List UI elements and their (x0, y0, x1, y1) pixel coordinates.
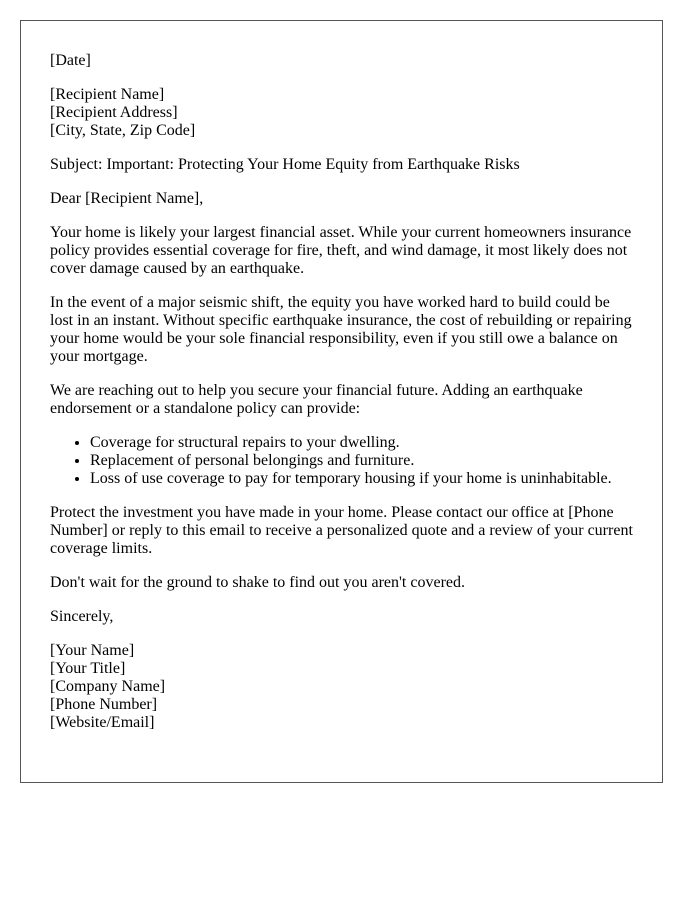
sender-block (50, 642, 633, 732)
recipient-address: [Recipient Address] (50, 104, 178, 121)
subject-line: Subject: Important: Protecting Your Home Equity from Earthquake Risks (50, 156, 520, 173)
sender-website-email: [Website/Email] (50, 714, 155, 731)
letter (20, 20, 663, 783)
body-paragraph: We are reaching out to help you secure your financial future. Adding an earthquake endorsement or a standalone policy can provide: (50, 382, 583, 417)
list-item: • Coverage for structural repairs to your dwelling. (90, 434, 633, 452)
salutation: Dear [Recipient Name], (50, 190, 204, 207)
recipient-block (50, 86, 633, 140)
list-item: • Replacement of personal belongings and furniture. (90, 452, 633, 470)
recipient-name: [Recipient Name] (50, 86, 165, 103)
sender-title: [Your Title] (50, 660, 126, 677)
body-paragraph: Protect the investment you have made in your home. Please contact our office at [Phone Number] or reply to this email to receive a personalized quote and a review of your current coverage limits. (50, 504, 633, 557)
signoff: Sincerely, (50, 608, 114, 625)
sender-phone: [Phone Number] (50, 696, 158, 713)
benefits-list (50, 434, 633, 488)
list-item: • Loss of use coverage to pay for temporary housing if your home is uninhabitable. (90, 470, 633, 488)
recipient-city-state-zip: [City, State, Zip Code] (50, 122, 196, 139)
sender-name: [Your Name] (50, 642, 135, 659)
body-paragraph: Your home is likely your largest financial asset. While your current homeowners insurance policy provides essential coverage for fire, theft, and wind damage, it most likely does not cover damage caused by an earthquake. (50, 224, 632, 277)
body-paragraph: In the event of a major seismic shift, the equity you have worked hard to build could be lost in an instant. Without specific earthquake insurance, the cost of rebuilding or repairing your home would be your sole financial responsibility, even if you still owe a balance on your mortgage. (50, 294, 632, 365)
body-paragraph: Don't wait for the ground to shake to find out you aren't covered. (50, 574, 465, 591)
sender-company: [Company Name] (50, 678, 166, 695)
date: [Date] (50, 52, 91, 69)
